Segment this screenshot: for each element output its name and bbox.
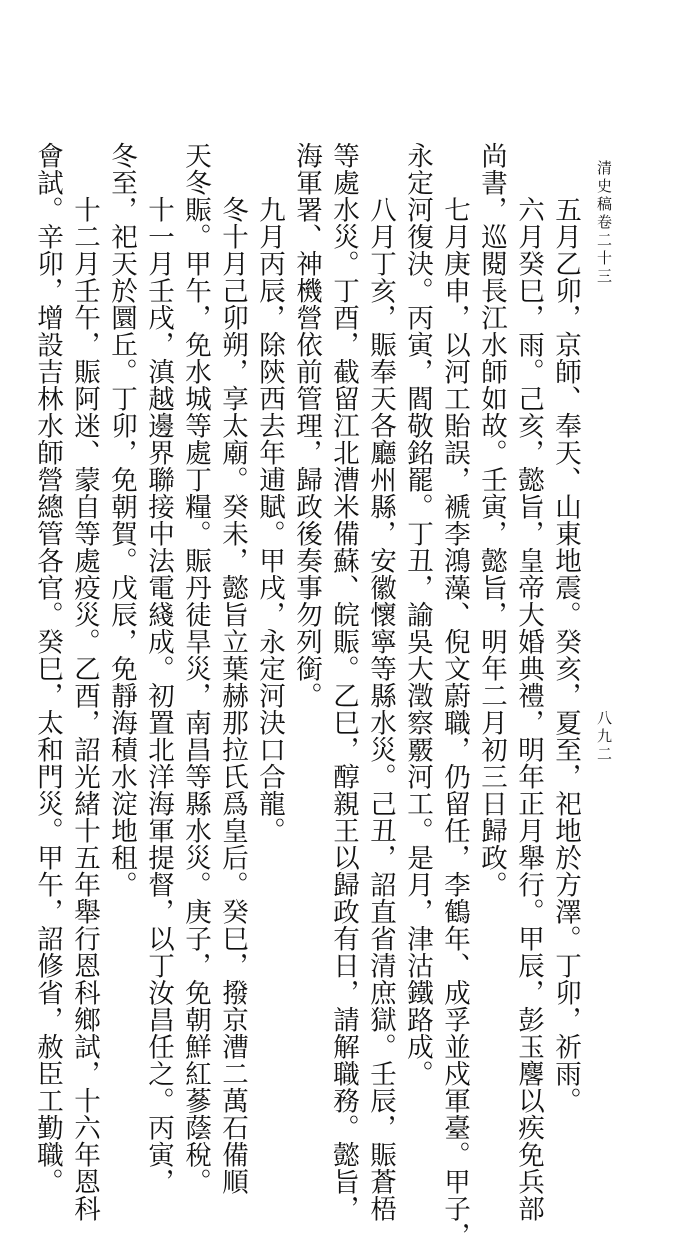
text-column: 海軍署、神機營依前管理，歸政後奏事勿列銜。	[291, 142, 322, 709]
text-column: 冬至，祀天於圜丘。丁卯，免朝賀。戊辰，免靜海積水淀地租。	[106, 142, 137, 898]
text-column: 九月丙辰，除陝西去年逋賦。甲戌，永定河決口合龍。	[254, 196, 285, 844]
page-number: 八九二	[595, 710, 613, 764]
text-column: 冬十月己卯朔，享太廟。癸未，懿旨立葉赫那拉氏爲皇后。癸巳，撥京漕二萬石備順	[217, 196, 248, 1195]
text-column: 尚書，巡閱長江水師如故。壬寅，懿旨，明年二月初三日歸政。	[476, 142, 507, 898]
text-column: 天冬賑。甲午，免水城等處丁糧。賑丹徒旱災，南昌等縣水災。庚子，免朝鮮紅蔘蔭稅。	[180, 142, 211, 1195]
text-column: 十二月壬午，賑阿迷、蒙自等處疫災。乙酉，詔光緒十五年舉行恩科鄉試，十六年恩科	[69, 196, 100, 1222]
book-title: 清史稿卷二十三	[595, 160, 613, 286]
text-column: 永定河復決。丙寅，閻敬銘罷。丁丑，諭吳大澂察覈河工。是月，津沽鐵路成。	[402, 142, 433, 1087]
text-column: 六月癸巳，雨。己亥，懿旨，皇帝大婚典禮，明年正月舉行。甲辰，彭玉麐以疾免兵部	[513, 196, 544, 1222]
text-column: 十一月壬戌，滇越邊界聯接中法電綫成。初置北洋海軍提督，以丁汝昌任之。丙寅，	[143, 196, 174, 1195]
text-column: 五月乙卯，京師、奉天、山東地震。癸亥，夏至，祀地於方澤。丁卯，祈雨。	[550, 196, 581, 1114]
text-column: 七月庚申，以河工貽誤，褫李鴻藻、倪文蔚職，仍留任，李鶴年、成孚並戍軍臺。甲子，	[439, 196, 470, 1249]
text-column: 等處水災。丁酉，截留江北漕米備蘇、皖賑。乙巳，醇親王以歸政有日，請解職務。懿旨，	[328, 142, 359, 1222]
text-column: 八月丁亥，賑奉天各廳州縣，安徽懷寧等縣水災。己丑，詔直省清庶獄。壬辰，賑蒼梧	[365, 196, 396, 1222]
text-column: 會試。辛卯，增設吉林水師營總管各官。癸巳，太和門災。甲午，詔修省，赦臣工勤職。	[32, 142, 63, 1195]
